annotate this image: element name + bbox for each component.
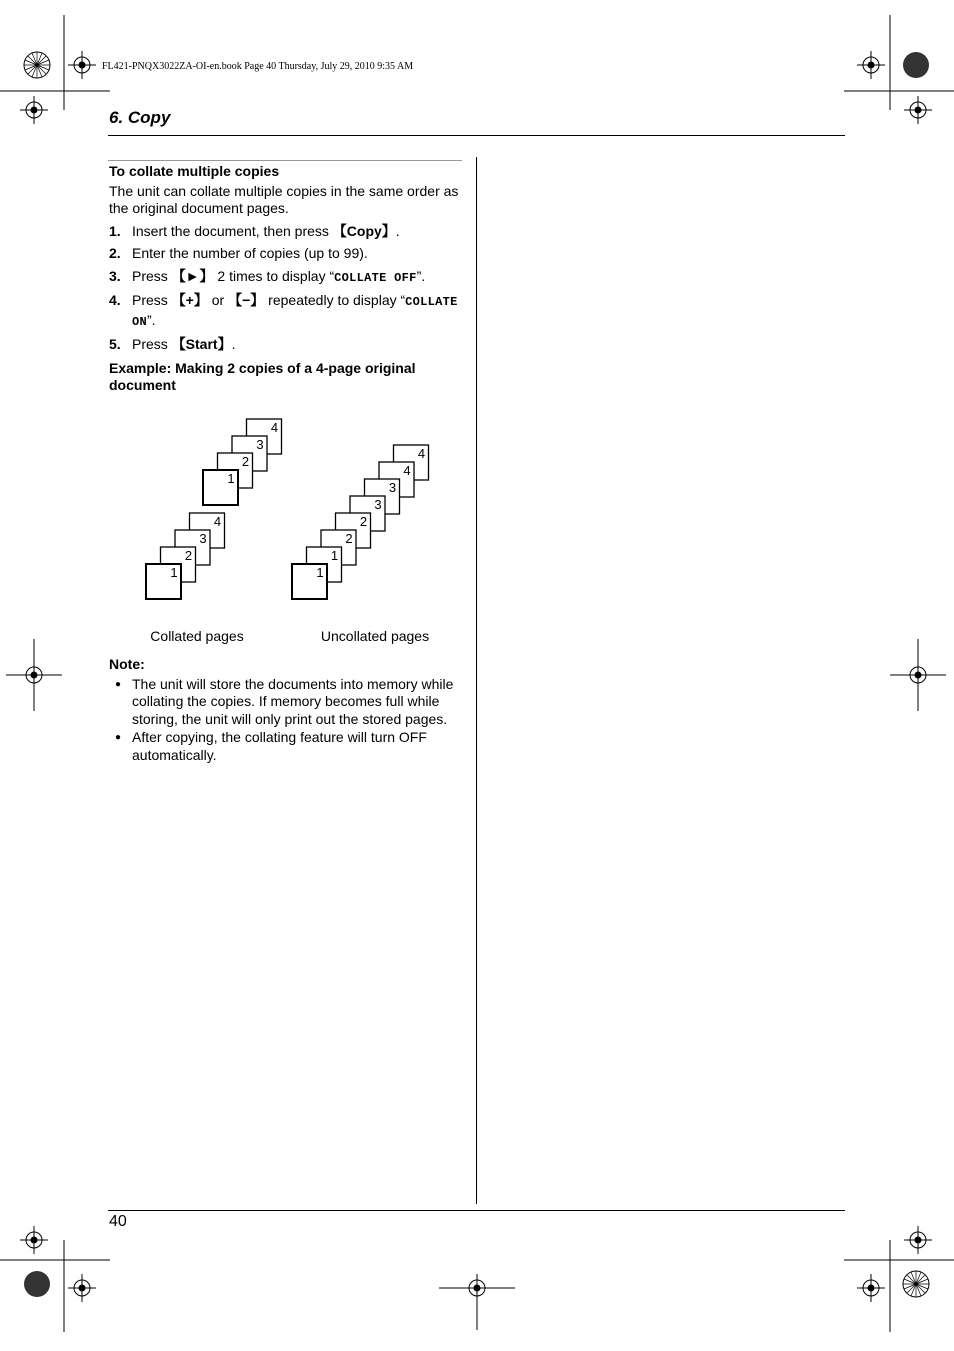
note-item: ● After copying, the collating feature will turn OFF automatically. [109,729,465,764]
collate-diagram [108,405,468,655]
step-number: 1. [109,222,121,239]
uncollated-caption: Uncollated pages [320,628,430,644]
page-label: 1 [227,471,235,486]
note-section [109,656,465,765]
page-label: 2 [241,454,250,469]
step-text: or [207,292,229,308]
step-text: Enter the number of copies (up to 99). [132,245,368,261]
step-text: ”. [147,311,156,328]
page-label: 4 [213,514,222,529]
example-title: Example: Making 2 copies of a 4-page original document [109,359,416,393]
step-number: 3. [109,267,121,284]
lcd-text: COLLATE OFF [334,270,417,285]
section-rule [108,160,462,161]
plus-key: 【+】 [171,292,208,308]
step-text: Press [132,292,172,308]
step-number: 5. [109,336,121,352]
print-header: FL421-PNQX3022ZA-OI-en.book Page 40 Thursday, July 29, 2010 9:35 AM [102,61,414,72]
note-title: Note: [109,656,145,672]
column-divider [476,157,477,1204]
right-arrow-key: 【►】 [171,267,214,284]
page-label: 3 [388,480,397,495]
step-text: Press [132,267,172,284]
page-label: 3 [374,497,382,512]
note-item: ● The unit will store the documents into memory while collating the copies. If memory becomes full while storing, the unit will only print out the stored pages. [109,676,465,729]
page-label: 2 [184,548,193,563]
header-rule [108,135,845,136]
copy-key: 【Copy】 [332,222,396,239]
chapter-title: 6. Copy [109,108,171,127]
step-text: repeatedly to display “ [264,292,406,308]
collate-section [109,163,465,395]
section-intro: The unit can collate multiple copies in the same order as the original document pages. [109,182,459,216]
lcd-text: COLLATE ON [132,295,458,329]
page-label: 1 [330,548,339,563]
step-text: . [395,222,400,239]
step-item [109,268,465,288]
page-label: 3 [199,531,207,546]
page-label: 1 [170,565,178,580]
collated-caption: Collated pages [150,628,244,644]
step-text: ”. [416,267,426,284]
page-label: 1 [316,565,324,580]
note-list [109,676,465,765]
page-label: 2 [345,531,353,546]
step-text: 2 times to display “ [213,267,335,284]
page-label: 3 [256,437,264,452]
step-item [109,245,465,263]
page-label: 4 [403,463,411,478]
footer-rule [108,1210,845,1211]
step-text: Press [132,336,172,352]
step-number: 4. [109,292,121,308]
step-text: Insert the document, then press [132,222,333,239]
start-key: 【Start】 [171,336,232,352]
page-label: 4 [417,446,426,461]
page-number: 40 [109,1213,127,1230]
minus-key: 【−】 [228,292,265,308]
page-label: 4 [270,420,279,435]
step-text: . [231,336,236,352]
section-title: To collate multiple copies [109,163,280,179]
steps-list [109,223,465,354]
step-item [109,336,465,354]
step-number: 2. [109,245,121,261]
page-label: 2 [359,514,368,529]
step-item [109,292,465,331]
step-item [109,223,465,241]
